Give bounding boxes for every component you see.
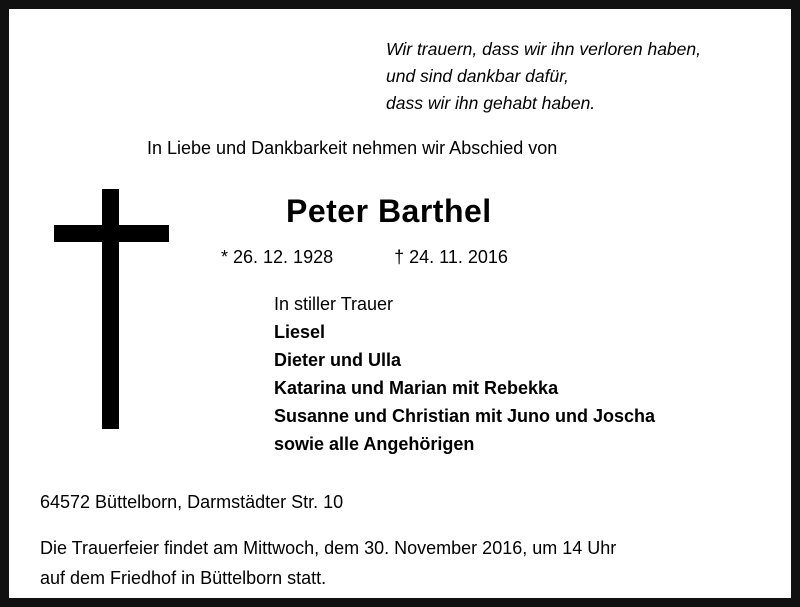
life-dates — [221, 247, 508, 268]
birth-date: * 26. 12. 1928 — [221, 247, 334, 267]
verse-line-3: dass wir ihn gehabt haben. — [386, 93, 596, 113]
cross-icon — [54, 189, 169, 429]
ceremony-line-2: auf dem Friedhof in Büttelborn statt. — [40, 568, 327, 588]
cross-horizontal-bar — [54, 225, 169, 242]
deceased-name: Peter Barthel — [286, 193, 492, 229]
family-line-3: Katarina und Marian mit Rebekka — [274, 378, 559, 398]
address-text: 64572 Büttelborn, Darmstädter Str. 10 — [40, 492, 344, 512]
family-line-5: sowie alle Angehörigen — [274, 434, 475, 454]
ceremony-block — [40, 533, 616, 593]
mourners-block — [274, 290, 655, 458]
family-line-4: Susanne und Christian mit Juno und Joscha — [274, 406, 656, 426]
ceremony-line-1: Die Trauerfeier findet am Mittwoch, dem 30. November 2016, um 14 Uhr — [40, 538, 617, 558]
family-line-2: Dieter und Ulla — [274, 350, 402, 370]
verse-block — [386, 36, 701, 117]
family-line-1: Liesel — [274, 322, 326, 342]
intro-text: In Liebe und Dankbarkeit nehmen wir Abschied von — [147, 138, 558, 158]
verse-line-1: Wir trauern, dass wir ihn verloren haben, — [386, 39, 701, 59]
death-date: † 24. 11. 2016 — [394, 247, 508, 267]
verse-line-2: und sind dankbar dafür, — [386, 66, 569, 86]
mourning-lead: In stiller Trauer — [274, 294, 394, 314]
obituary-inner — [9, 9, 791, 598]
